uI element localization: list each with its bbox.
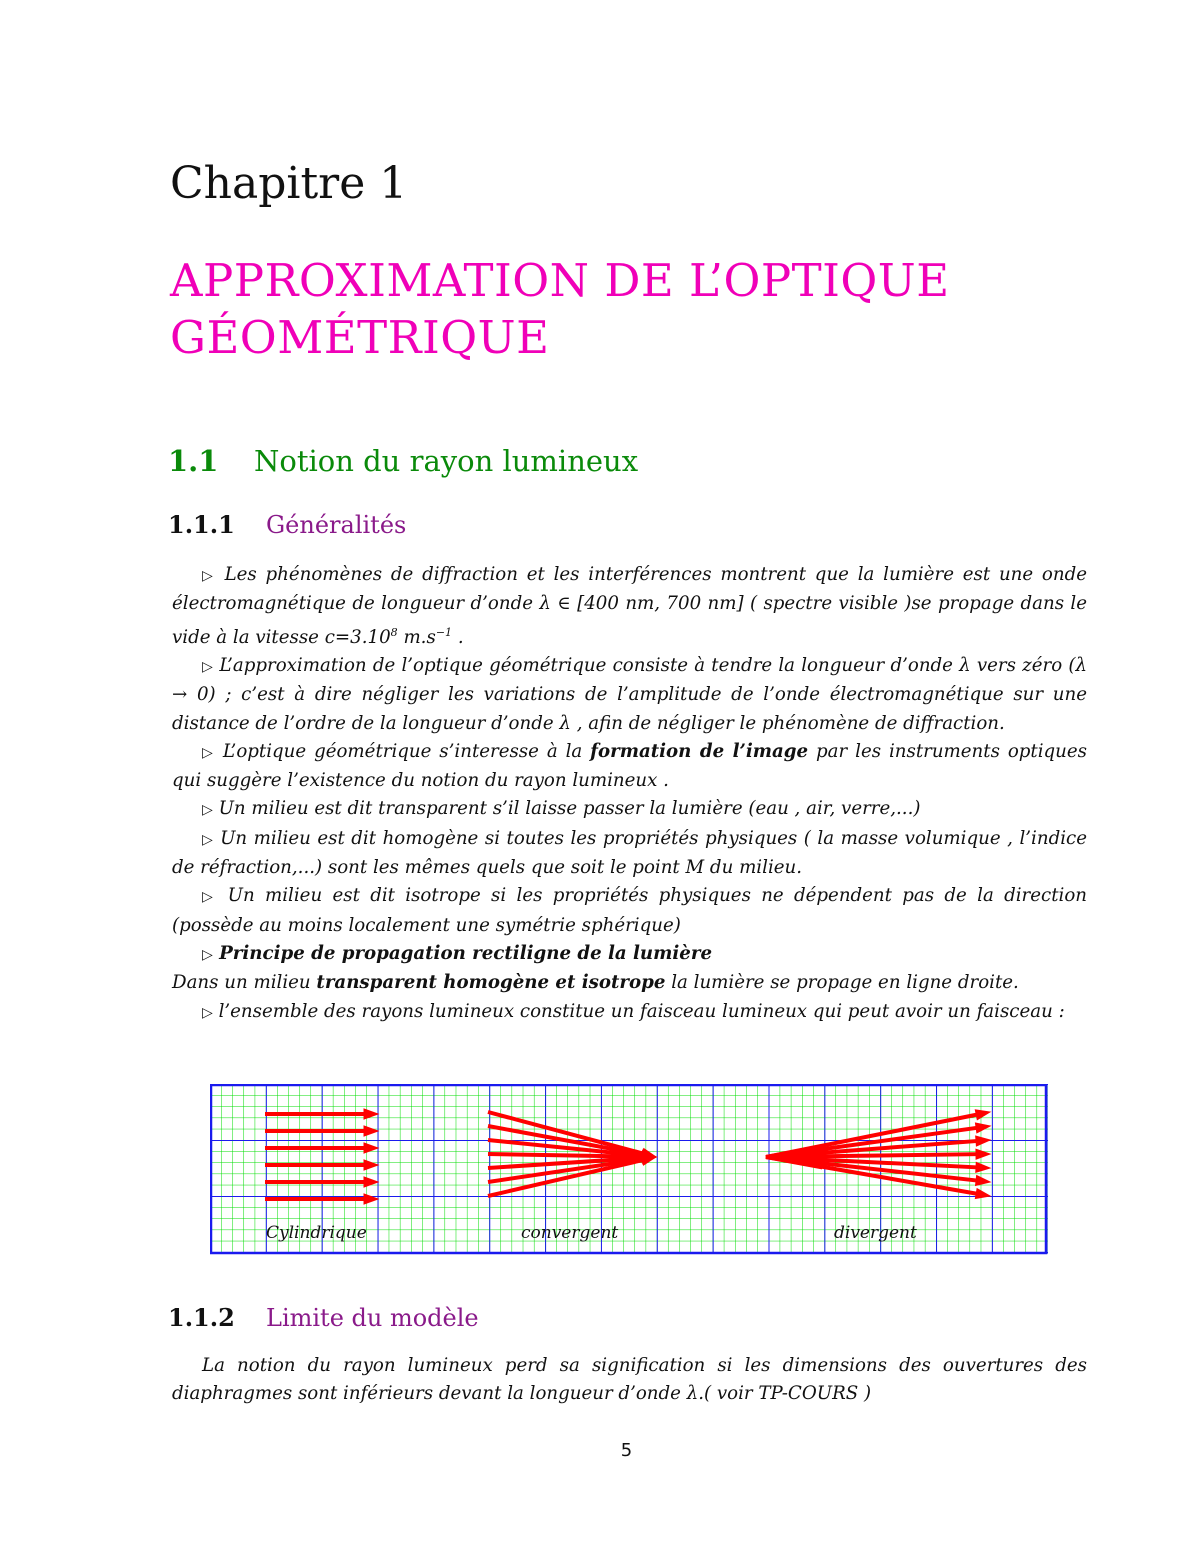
paragraph-5-text: Un milieu est dit homogène si toutes les propriétés physiques ( la masse volumique , l’indice de réfraction,...) sont les mêmes quels que soit le point M du milieu.: [172, 827, 1087, 879]
chapter-title-line1: APPROXIMATION DE L’OPTIQUE: [170, 254, 950, 307]
paragraph-3: [172, 738, 1087, 796]
label-cylindrique: Cylindrique: [266, 1223, 367, 1243]
paragraph-3-text: L’optique géométrique s’interesse à la: [214, 740, 591, 762]
paragraph-7: [172, 940, 1087, 969]
paragraph-10: La notion du rayon lumineux perd sa signification si les dimensions des ouvertures des diaphragmes sont inférieurs devant la longueur d’onde λ.( voir TP-COURS ): [172, 1355, 1087, 1405]
paragraph-8-text-end: la lumière se propage en ligne droite.: [665, 972, 1019, 994]
beam-types-figure: [210, 1084, 1048, 1256]
section-number: 1.1: [168, 444, 219, 478]
paragraph-3-emphasis: formation de l’image: [590, 740, 809, 762]
chapter-title-line2: GÉOMÉTRIQUE: [170, 311, 550, 364]
subsection-heading-limite: [168, 1303, 479, 1332]
paragraph-8-text: Dans un milieu: [172, 972, 317, 994]
convergent-ray-4-shaft: [488, 1154, 642, 1157]
paragraph-2: [172, 652, 1087, 738]
paragraph-3-text-end: par les instruments optiques qui suggère l’existence du notion du rayon lumineux .: [172, 740, 1087, 792]
paragraph-9: [172, 998, 1087, 1027]
paragraph-5: [172, 825, 1087, 883]
chapter-title: [170, 252, 950, 366]
paragraph-1-end: .: [452, 626, 464, 648]
paragraph-6-text: Un milieu est dit isotrope si les propriétés physiques ne dépendent pas de la direction (possède au moins localement une symétrie sphérique): [172, 885, 1087, 936]
subsection-number: 1.1.2: [168, 1303, 235, 1332]
paragraph-8-emphasis: transparent homogène et isotrope: [316, 972, 666, 994]
paragraph-4-text: Un milieu est dit transparent s’il laisse passer la lumière (eau , air, verre,...): [212, 798, 921, 820]
triangle-bullet-icon: ▷: [202, 658, 214, 675]
triangle-bullet-icon: ▷: [202, 568, 216, 584]
paragraph-2-text: L’approximation de l’optique géométrique consiste à tendre la longueur d’onde λ vers zéro (λ → 0) ; c’est à dire négliger les variations de l’amplitude de l’onde électromagnétique sur une distance de l’ordre de la longueur d’onde λ , afin de négliger le phénomène de diffraction.: [172, 654, 1087, 734]
exponent-minus-1: −1: [435, 625, 453, 639]
triangle-bullet-icon: ▷: [202, 1004, 213, 1021]
chapter-label: Chapitre 1: [170, 158, 408, 209]
paragraph-4: [172, 795, 1087, 824]
subsection-heading-generalites: [168, 510, 406, 539]
paragraph-1: [172, 561, 1087, 652]
subsection-title: Généralités: [266, 511, 407, 539]
triangle-bullet-icon: ▷: [202, 744, 215, 761]
triangle-bullet-icon: ▷: [202, 831, 214, 848]
generalites-body: [172, 561, 1087, 1027]
label-divergent: divergent: [834, 1223, 917, 1243]
paragraph-1-text: Les phénomènes de diffraction et les interférences montrent que la lumière est une onde électromagnétique de longueur d’onde λ ∈ [400 nm, 700 nm] ( spectre visible )se propage dans le vide à la vitesse c=3.10: [172, 564, 1087, 648]
page-number: 5: [620, 1440, 633, 1461]
limite-body: [172, 1352, 1087, 1409]
exponent-8: 8: [390, 625, 398, 639]
paragraph-8: [172, 969, 1087, 997]
triangle-bullet-icon: ▷: [202, 946, 213, 963]
triangle-bullet-icon: ▷: [202, 802, 213, 819]
paragraph-9-text: l’ensemble des rayons lumineux constitue un faisceau lumineux qui peut avoir un faisceau :: [212, 1000, 1065, 1022]
principle-heading: Principe de propagation rectiligne de la lumière: [212, 942, 713, 964]
label-convergent: convergent: [521, 1223, 619, 1243]
paragraph-6: [172, 882, 1087, 940]
triangle-bullet-icon: ▷: [202, 889, 218, 906]
section-heading: [168, 444, 638, 478]
section-title: Notion du rayon lumineux: [254, 444, 639, 478]
subsection-title: Limite du modèle: [266, 1304, 479, 1332]
paragraph-1-unit: m.s: [397, 626, 436, 648]
subsection-number: 1.1.1: [168, 510, 235, 539]
